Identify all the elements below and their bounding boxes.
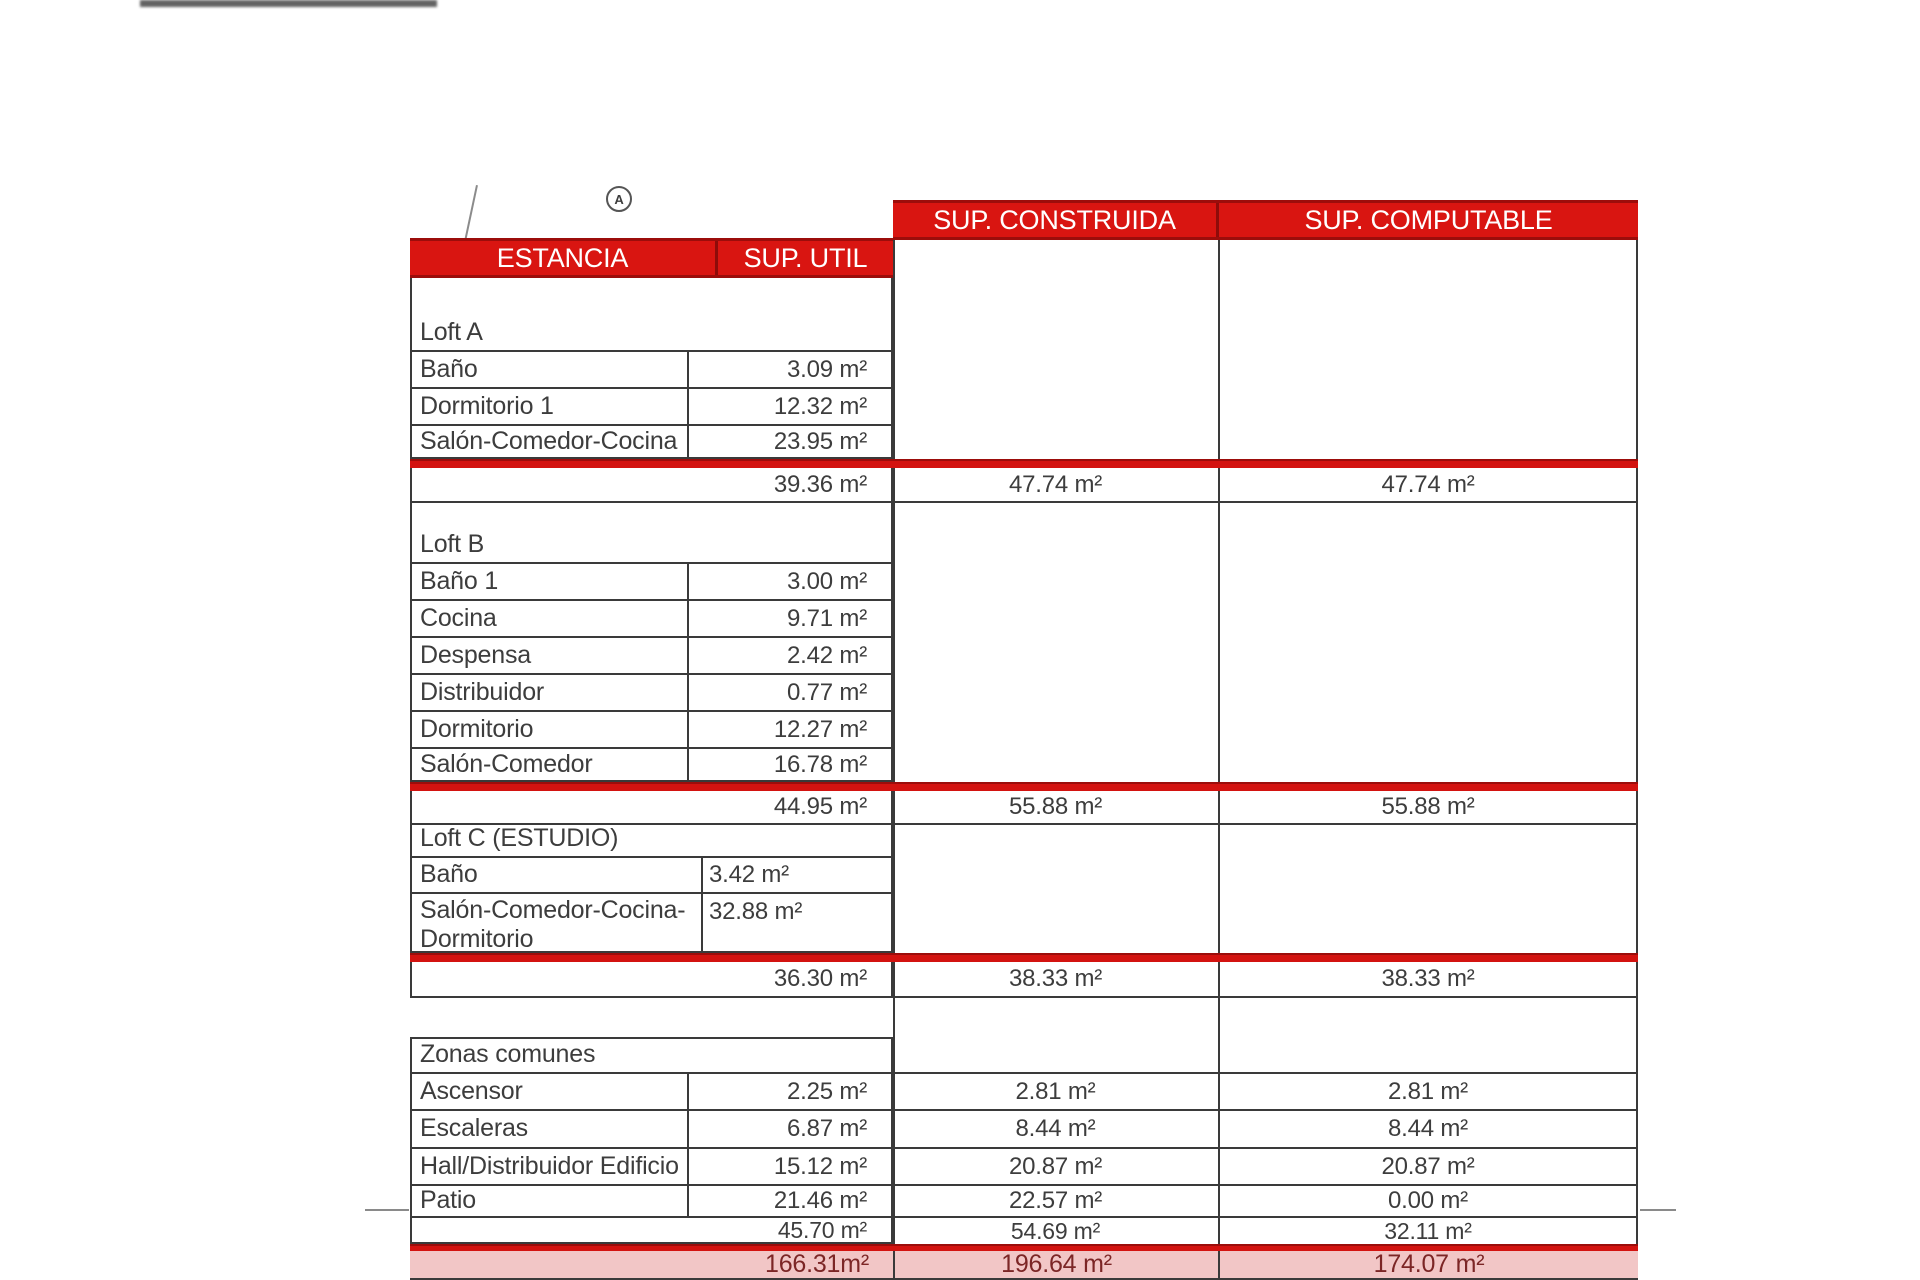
row-value-util: 15.12 m² — [687, 1149, 891, 1184]
row-label: Cocina — [420, 603, 497, 632]
row-value-construida: 2.81 m² — [895, 1074, 1216, 1109]
row-label: Salón-Comedor-Cocina-Dormitorio — [420, 896, 686, 953]
total-row-util: 45.70 m² — [410, 1218, 893, 1244]
section-title: Zonas comunes — [420, 1040, 596, 1069]
row-label: Patio — [420, 1186, 476, 1215]
red-separator — [410, 782, 1638, 791]
row-value-computable: 8.44 m² — [1220, 1111, 1636, 1147]
row-label: Dormitorio — [420, 714, 534, 743]
row-value-util: 2.25 m² — [687, 1074, 891, 1109]
table-row — [410, 1111, 893, 1149]
row-label: Hall/Distribuidor Edificio — [420, 1151, 679, 1180]
row-label: Salón-Comedor — [420, 749, 593, 778]
scan-artifact-top — [140, 0, 437, 7]
table-row — [410, 712, 893, 749]
header-bar-right — [893, 200, 1638, 240]
row-value-computable: 2.81 m² — [1220, 1074, 1636, 1109]
table-row — [410, 749, 893, 782]
row-label: Salón-Comedor-Cocina — [420, 426, 678, 455]
table-row — [410, 352, 893, 389]
row-value-util: 12.27 m² — [687, 712, 891, 747]
table-row — [410, 601, 893, 638]
row-value-util: 9.71 m² — [687, 601, 891, 636]
row-value-util: 21.46 m² — [687, 1186, 891, 1216]
plan-marker-label: A — [614, 191, 624, 207]
row-label: Dormitorio 1 — [420, 391, 554, 420]
table-row — [410, 1074, 893, 1111]
total-computable: 55.88 m² — [1220, 791, 1636, 823]
row-value-util: 3.00 m² — [687, 564, 891, 599]
grid-hline — [893, 996, 1638, 998]
grand-total-computable: 174.07 m² — [1373, 1250, 1485, 1278]
total-computable: 32.11 m² — [1220, 1218, 1636, 1244]
table-row — [410, 894, 893, 953]
row-value-util: 2.42 m² — [687, 638, 891, 673]
row-label: Distribuidor — [420, 677, 545, 706]
grid-vline-right-edge — [1636, 240, 1638, 1251]
row-value-construida: 8.44 m² — [895, 1111, 1216, 1147]
table-row — [410, 675, 893, 712]
row-value-computable: 20.87 m² — [1220, 1149, 1636, 1184]
red-separator — [410, 459, 1638, 468]
row-label: Escaleras — [420, 1114, 528, 1143]
grid-hline — [893, 823, 1638, 825]
tick-mark-right — [1640, 1209, 1676, 1211]
table-row — [410, 389, 893, 426]
row-value-util: 12.32 m² — [687, 389, 891, 424]
table-row — [410, 1186, 893, 1218]
total-row-util: 36.30 m² — [410, 962, 893, 998]
row-label: Baño — [420, 354, 478, 383]
header-sup-construida: SUP. CONSTRUIDA — [933, 204, 1176, 235]
row-value-util: 3.09 m² — [687, 352, 891, 387]
section-title: Loft B — [420, 530, 485, 559]
header-sup-util: SUP. UTIL — [743, 242, 868, 273]
header-bar-left — [410, 238, 893, 278]
row-value-util: 6.87 m² — [687, 1111, 891, 1147]
tick-mark-left — [365, 1209, 409, 1211]
red-separator — [410, 953, 1638, 962]
grid-hline — [893, 501, 1638, 503]
table-row — [410, 858, 893, 894]
table-row — [410, 638, 893, 675]
row-value-util: 23.95 m² — [687, 426, 891, 457]
section-row-zonas-comunes — [410, 1037, 893, 1074]
section-title: Loft A — [420, 318, 483, 347]
row-label: Baño — [420, 860, 478, 889]
table-row — [410, 564, 893, 601]
row-value-util: 32.88 m² — [701, 894, 891, 951]
row-label: Despensa — [420, 640, 531, 669]
header-estancia: ESTANCIA — [496, 242, 629, 273]
section-row-loft-b — [410, 503, 893, 564]
plan-marker-a — [606, 186, 632, 212]
total-row-util: 39.36 m² — [410, 468, 893, 503]
row-label: Ascensor — [420, 1076, 523, 1105]
row-label: Baño 1 — [420, 566, 499, 595]
row-value-util: 16.78 m² — [687, 749, 891, 780]
total-computable: 47.74 m² — [1220, 468, 1636, 501]
row-value-construida: 22.57 m² — [895, 1186, 1216, 1216]
total-construida: 55.88 m² — [895, 791, 1216, 823]
total-construida: 38.33 m² — [895, 962, 1216, 996]
total-row-util: 44.95 m² — [410, 791, 893, 825]
row-value-util: 3.42 m² — [701, 858, 891, 892]
total-construida: 47.74 m² — [895, 468, 1216, 501]
grand-total-row — [410, 1251, 1638, 1280]
section-row-loft-a — [410, 278, 893, 352]
section-row-loft-c — [410, 825, 893, 858]
grand-total-util: 166.31m² — [764, 1250, 869, 1278]
table-row — [410, 426, 893, 459]
row-value-util: 0.77 m² — [687, 675, 891, 710]
total-computable: 38.33 m² — [1220, 962, 1636, 996]
row-value-computable: 0.00 m² — [1220, 1186, 1636, 1216]
section-title: Loft C (ESTUDIO) — [420, 824, 619, 853]
table-row — [410, 1149, 893, 1186]
header-sup-computable: SUP. COMPUTABLE — [1304, 204, 1553, 235]
total-construida: 54.69 m² — [895, 1218, 1216, 1244]
grand-total-construida: 196.64 m² — [1001, 1250, 1112, 1278]
row-value-construida: 20.87 m² — [895, 1149, 1216, 1184]
